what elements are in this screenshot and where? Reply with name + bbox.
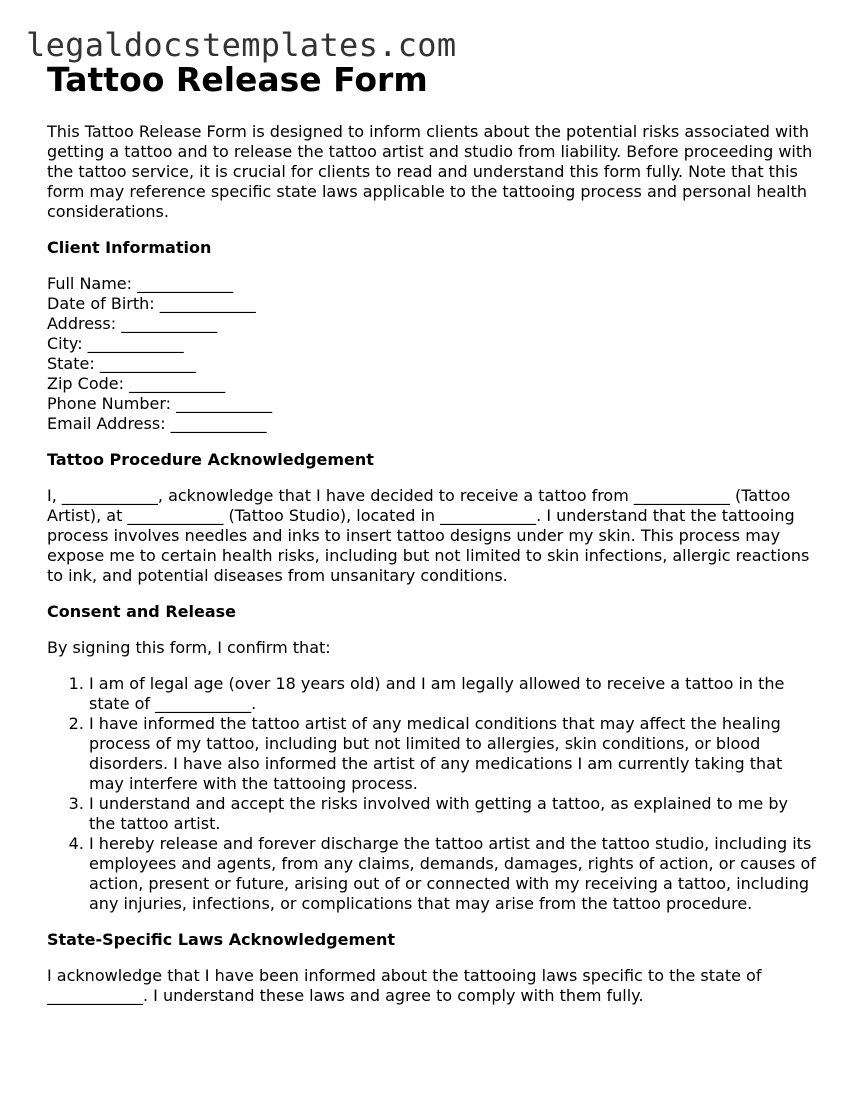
state-field: State: ____________	[47, 354, 196, 373]
client-info-heading: Client Information	[47, 238, 212, 257]
date-of-birth-field: Date of Birth: ____________	[47, 294, 256, 313]
zip-code-field: Zip Code: ____________	[47, 374, 226, 393]
client-info-fields	[47, 274, 817, 434]
consent-item: 2. I have informed the tattoo artist of any medical conditions that may affect the healing process of my tattoo, including but not limited to allergies, skin conditions, or blood disorders. I have also informed the artist of any medications I am currently taking that may interfere with the tattooing process.	[89, 714, 817, 794]
document-title: Tattoo Release Form	[47, 60, 428, 99]
phone-number-field: Phone Number: ____________	[47, 394, 273, 413]
intro-paragraph: This Tattoo Release Form is designed to inform clients about the potential risks associated with getting a tattoo and to release the tattoo artist and studio from liability. Before proceeding with the tattoo service, it is crucial for clients to read and understand this form fully. Note that this form may reference specific state laws applicable to the tattooing process and personal health considerations.	[47, 122, 813, 221]
consent-heading: Consent and Release	[47, 602, 236, 621]
email-address-field: Email Address: ____________	[47, 414, 267, 433]
consent-item: 3. I understand and accept the risks involved with getting a tattoo, as explained to me by the tattoo artist.	[89, 794, 817, 834]
procedure-paragraph: I, ____________, acknowledge that I have decided to receive a tattoo from ____________ (Tattoo Artist), at ____________ (Tattoo Studio), located in ____________. I understand that the tattooing process involves needles and inks to insert tattoo designs under my skin. This process may expose me to certain health risks, including but not limited to skin infections, allergic reactions to ink, and potential diseases from unsanitary conditions.	[47, 486, 810, 585]
consent-lead: By signing this form, I confirm that:	[47, 638, 331, 657]
consent-list	[47, 674, 817, 914]
city-field: City: ____________	[47, 334, 184, 353]
address-field: Address: ____________	[47, 314, 218, 333]
full-name-field: Full Name: ____________	[47, 274, 234, 293]
state-laws-heading: State-Specific Laws Acknowledgement	[47, 930, 396, 949]
watermark: legaldocstemplates.com	[26, 26, 457, 64]
document-page	[47, 58, 817, 1006]
state-laws-paragraph: I acknowledge that I have been informed about the tattooing laws specific to the state of ____________. I understand these laws and agree to comply with them fully.	[47, 966, 762, 1005]
procedure-heading: Tattoo Procedure Acknowledgement	[47, 450, 374, 469]
consent-item: 4. I hereby release and forever discharge the tattoo artist and the tattoo studio, including its employees and agents, from any claims, demands, damages, rights of action, or causes of action, present or future, arising out of or connected with my receiving a tattoo, including any injuries, infections, or complications that may arise from the tattoo procedure.	[89, 834, 817, 914]
consent-item: 1. I am of legal age (over 18 years old) and I am legally allowed to receive a tattoo in the state of ____________.	[89, 674, 817, 714]
